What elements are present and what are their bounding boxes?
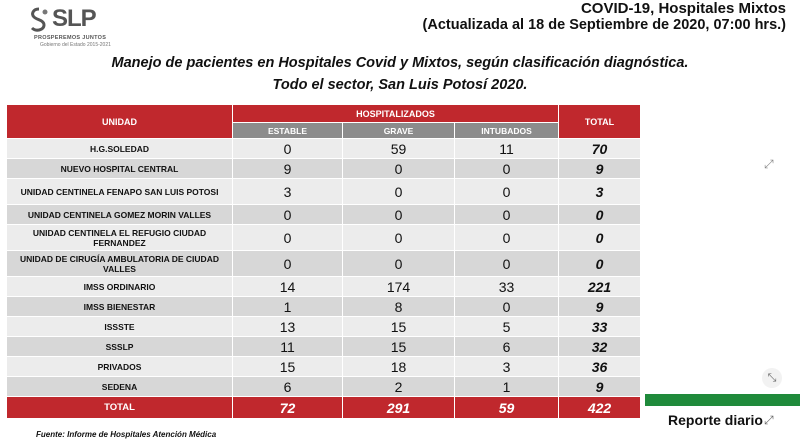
total-cell: 3 xyxy=(559,179,641,205)
unit-name-cell: SEDENA xyxy=(7,377,233,397)
unit-name-cell: UNIDAD CENTINELA FENAPO SAN LUIS POTOSI xyxy=(7,179,233,205)
total-cell: 9 xyxy=(559,297,641,317)
intubados-cell: 0 xyxy=(455,225,559,251)
table-row xyxy=(7,205,641,225)
unit-name-cell: NUEVO HOSPITAL CENTRAL xyxy=(7,159,233,179)
estable-cell: 1 xyxy=(233,297,343,317)
col-header-unidad: UNIDAD xyxy=(7,105,233,139)
table-row xyxy=(7,277,641,297)
grand-total-cell: 422 xyxy=(559,397,641,419)
intubados-cell: 33 xyxy=(455,277,559,297)
col-header-estable: ESTABLE xyxy=(233,123,343,139)
subtitle-line-1: Manejo de pacientes en Hospitales Covid y Mixtos, según clasificación diagnóstica. xyxy=(111,55,689,71)
unit-name-cell: ISSSTE xyxy=(7,317,233,337)
intubados-cell: 0 xyxy=(455,179,559,205)
expand-icon[interactable]: ⤢ xyxy=(764,157,774,171)
estable-cell: 9 xyxy=(233,159,343,179)
total-label-cell: TOTAL xyxy=(7,397,233,419)
grave-cell: 174 xyxy=(343,277,455,297)
slp-emblem-icon xyxy=(28,7,50,35)
total-cell: 32 xyxy=(559,337,641,357)
hospital-patients-table xyxy=(6,104,641,419)
logo-subline: Gobierno del Estado 2015-2021 xyxy=(40,42,111,48)
table-body xyxy=(7,139,641,419)
fullscreen-icon[interactable]: ⤡ xyxy=(762,368,782,388)
grave-cell: 0 xyxy=(343,225,455,251)
total-grave-cell: 291 xyxy=(343,397,455,419)
grave-cell: 0 xyxy=(343,205,455,225)
total-cell: 221 xyxy=(559,277,641,297)
logo-tagline: PROSPEREMOS JUNTOS xyxy=(34,35,107,41)
col-header-hospitalizados: HOSPITALIZADOS xyxy=(233,105,559,123)
table-row xyxy=(7,357,641,377)
estable-cell: 0 xyxy=(233,139,343,159)
intubados-cell: 0 xyxy=(455,159,559,179)
col-header-intubados: INTUBADOS xyxy=(455,123,559,139)
col-header-grave: GRAVE xyxy=(343,123,455,139)
table-row xyxy=(7,139,641,159)
estable-cell: 0 xyxy=(233,251,343,277)
intubados-cell: 0 xyxy=(455,205,559,225)
grave-cell: 15 xyxy=(343,317,455,337)
grave-cell: 2 xyxy=(343,377,455,397)
unit-name-cell: UNIDAD CENTINELA EL REFUGIO CIUDAD FERNANDEZ xyxy=(7,225,233,251)
table-row xyxy=(7,337,641,357)
estable-cell: 6 xyxy=(233,377,343,397)
intubados-cell: 6 xyxy=(455,337,559,357)
estable-cell: 13 xyxy=(233,317,343,337)
unit-name-cell: SSSLP xyxy=(7,337,233,357)
decorative-panel xyxy=(645,104,800,382)
total-cell: 0 xyxy=(559,225,641,251)
total-cell: 36 xyxy=(559,357,641,377)
estable-cell: 0 xyxy=(233,225,343,251)
unit-name-cell: UNIDAD DE CIRUGÍA AMBULATORIA DE CIUDAD VALLES xyxy=(7,251,233,277)
unit-name-cell: H.G.SOLEDAD xyxy=(7,139,233,159)
total-row xyxy=(7,397,641,419)
total-cell: 9 xyxy=(559,159,641,179)
total-intubados-cell: 59 xyxy=(455,397,559,419)
table-row xyxy=(7,225,641,251)
grave-cell: 18 xyxy=(343,357,455,377)
intubados-cell: 0 xyxy=(455,251,559,277)
estable-cell: 3 xyxy=(233,179,343,205)
estable-cell: 15 xyxy=(233,357,343,377)
col-header-total: TOTAL xyxy=(559,105,641,139)
total-cell: 0 xyxy=(559,205,641,225)
grave-cell: 15 xyxy=(343,337,455,357)
slp-logo xyxy=(28,5,138,49)
intubados-cell: 11 xyxy=(455,139,559,159)
estable-cell: 14 xyxy=(233,277,343,297)
subtitle-line-2: Todo el sector, San Luis Potosí 2020. xyxy=(272,77,528,93)
intubados-cell: 5 xyxy=(455,317,559,337)
reporte-diario-label: Reporte diario xyxy=(668,412,763,428)
total-estable-cell: 72 xyxy=(233,397,343,419)
unit-name-cell: IMSS ORDINARIO xyxy=(7,277,233,297)
update-date: (Actualizada al 18 de Septiembre de 2020, 07:00 hrs.) xyxy=(422,17,786,33)
table-row xyxy=(7,297,641,317)
grave-cell: 0 xyxy=(343,159,455,179)
estable-cell: 11 xyxy=(233,337,343,357)
intubados-cell: 3 xyxy=(455,357,559,377)
grave-cell: 0 xyxy=(343,251,455,277)
table-row xyxy=(7,377,641,397)
source-note: Fuente: Informe de Hospitales Atención Médica xyxy=(36,430,217,439)
page-title: COVID-19, Hospitales Mixtos xyxy=(580,0,786,17)
estable-cell: 0 xyxy=(233,205,343,225)
grave-cell: 8 xyxy=(343,297,455,317)
table-row xyxy=(7,251,641,277)
total-cell: 33 xyxy=(559,317,641,337)
unit-name-cell: PRIVADOS xyxy=(7,357,233,377)
expand-icon[interactable]: ⤢ xyxy=(764,413,774,427)
total-cell: 70 xyxy=(559,139,641,159)
table-row xyxy=(7,317,641,337)
total-cell: 0 xyxy=(559,251,641,277)
grave-cell: 0 xyxy=(343,179,455,205)
intubados-cell: 1 xyxy=(455,377,559,397)
intubados-cell: 0 xyxy=(455,297,559,317)
unit-name-cell: IMSS BIENESTAR xyxy=(7,297,233,317)
total-cell: 9 xyxy=(559,377,641,397)
logo-text: SLP xyxy=(52,5,96,32)
decorative-green-band xyxy=(645,394,800,406)
table-row xyxy=(7,179,641,205)
table-row xyxy=(7,159,641,179)
unit-name-cell: UNIDAD CENTINELA GOMEZ MORIN VALLES xyxy=(7,205,233,225)
grave-cell: 59 xyxy=(343,139,455,159)
